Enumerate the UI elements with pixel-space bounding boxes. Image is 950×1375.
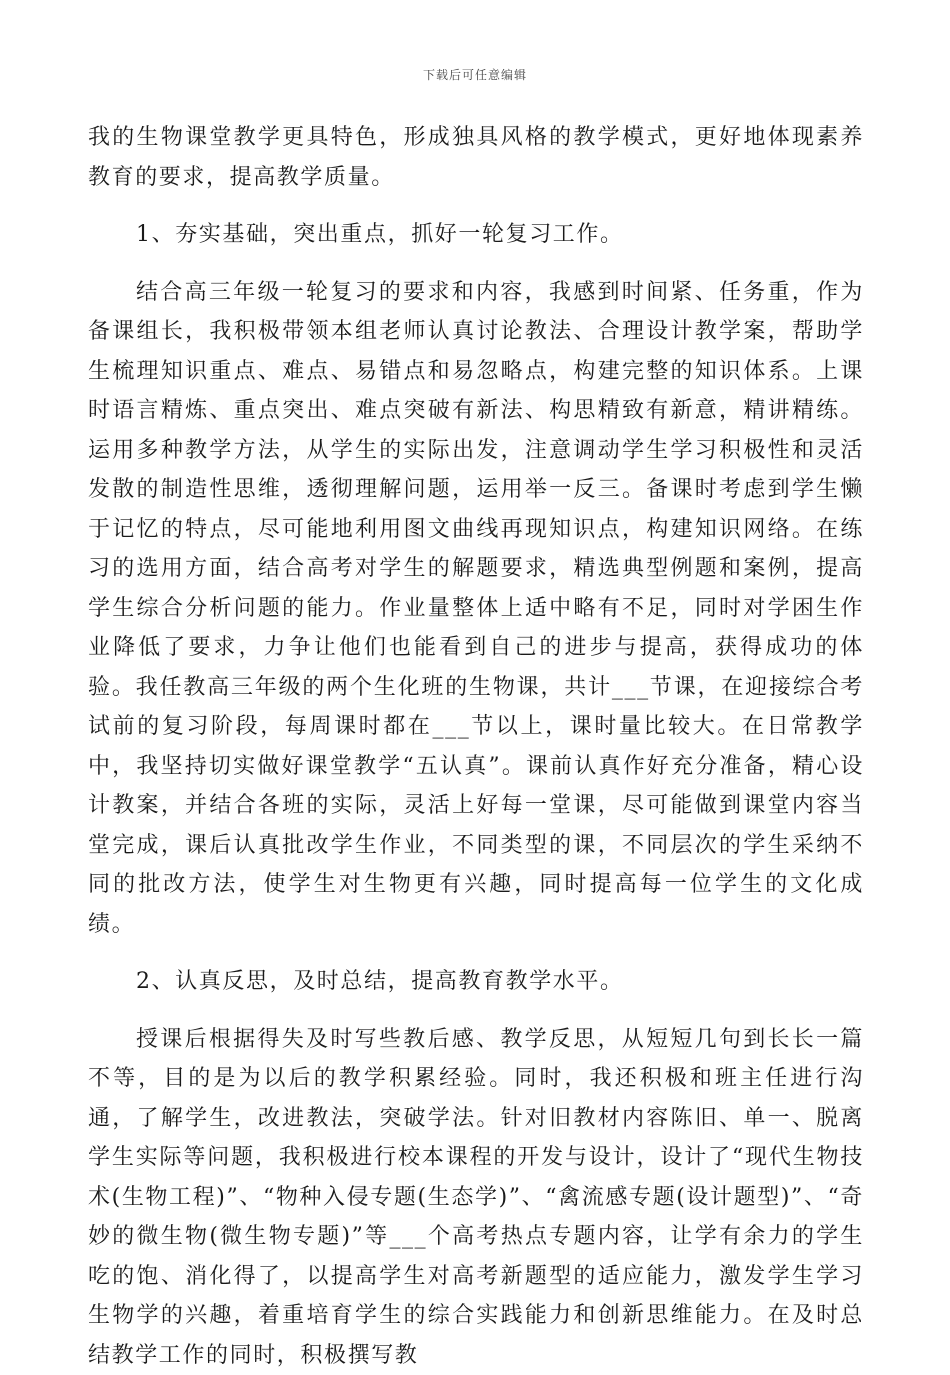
section-heading-2: 2、认真反思，及时总结，提高教育教学水平。 <box>88 962 864 1002</box>
paragraph-reflection: 授课后根据得失及时写些教后感、教学反思，从短短几句到长长一篇不等，目的是为以后的教学积累经验。同时，我还积极和班主任进行沟通，了解学生，改进教法，突破学法。针对旧教材内容陈旧、单一、脱离学生实际等问题，我积极进行校本课程的开发与设计，设计了“现代生物技术(生物工程)”、“物种入侵专题(生态学)”、“禽流感专题(设计题型)”、“奇妙的微生物(微生物专题)”等___个高考热点专题内容，让学有余力的学生吃的饱、消化得了，以提高学生对高考新题型的适应能力，激发学生学习生物学的兴趣，着重培育学生的综合实践能力和创新思维能力。在及时总结教学工作的同时，积极撰写教 <box>88 1020 864 1375</box>
section-heading-1: 1、夯实基础，突出重点，抓好一轮复习工作。 <box>88 215 864 255</box>
page-header: 下载后可任意编辑 <box>0 66 950 83</box>
paragraph-intro-continuation: 我的生物课堂教学更具特色，形成独具风格的教学模式，更好地体现素养教育的要求，提高教学质量。 <box>88 118 864 197</box>
document-body <box>88 118 864 1375</box>
paragraph-review-work: 结合高三年级一轮复习的要求和内容，我感到时间紧、任务重，作为备课组长，我积极带领本组老师认真讨论教法、合理设计教学案，帮助学生梳理知识重点、难点、易错点和易忽略点，构建完整的知识体系。上课时语言精炼、重点突出、难点突破有新法、构思精致有新意，精讲精练。运用多种教学方法，从学生的实际出发，注意调动学生学习积极性和灵活发散的制造性思维，透彻理解问题，运用举一反三。备课时考虑到学生懒于记忆的特点，尽可能地利用图文曲线再现知识点，构建知识网络。在练习的选用方面，结合高考对学生的解题要求，精选典型例题和案例，提高学生综合分析问题的能力。作业量整体上适中略有不足，同时对学困生作业降低了要求，力争让他们也能看到自己的进步与提高，获得成功的体验。我任教高三年级的两个生化班的生物课，共计___节课，在迎接综合考试前的复习阶段，每周课时都在___节以上，课时量比较大。在日常教学中，我坚持切实做好课堂教学“五认真”。课前认真作好充分准备，精心设计教案，并结合各班的实际，灵活上好每一堂课，尽可能做到课堂内容当堂完成，课后认真批改学生作业，不同类型的课，不同层次的学生采纳不同的批改方法，使学生对生物更有兴趣，同时提高每一位学生的文化成绩。 <box>88 273 864 945</box>
